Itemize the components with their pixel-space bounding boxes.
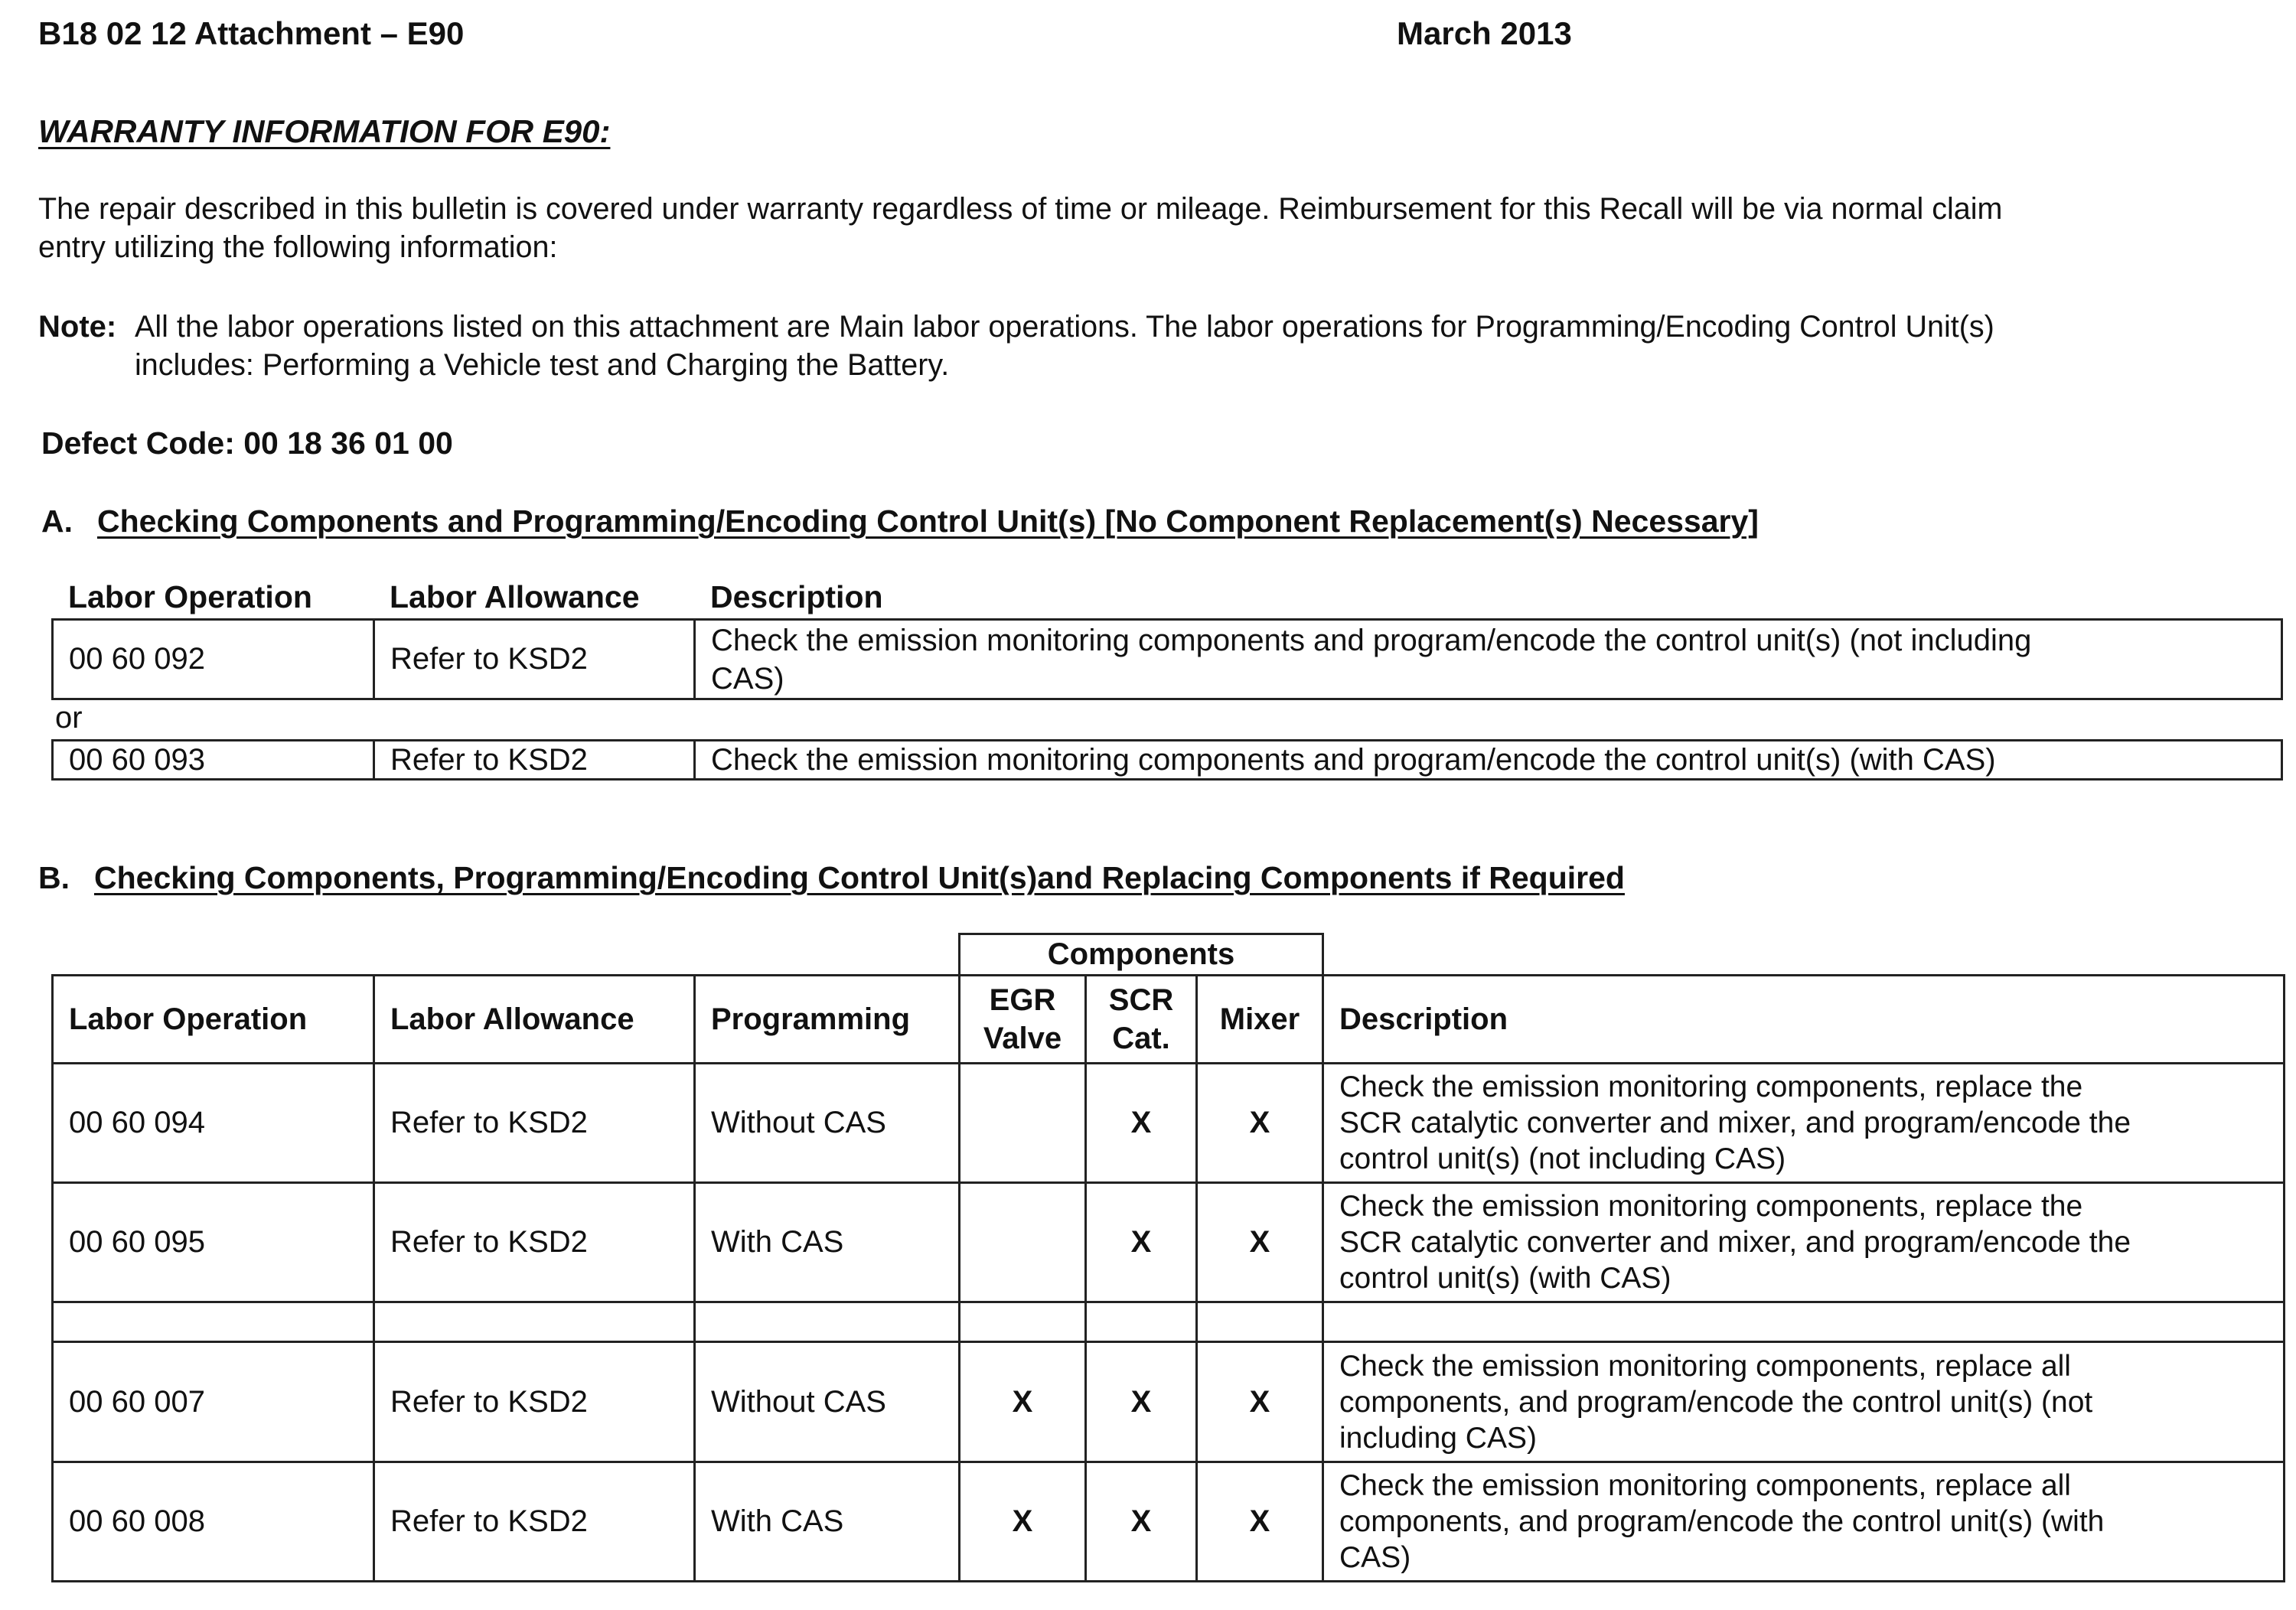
- description-cell: [1322, 1062, 2285, 1184]
- scr-cat-mark: X: [1084, 1062, 1198, 1184]
- labor-allowance-cell: Refer to KSD2: [373, 618, 696, 700]
- description-line: including CAS): [1339, 1421, 1537, 1455]
- description-line: Check the emission monitoring components, replace all: [1339, 1349, 2071, 1383]
- page-title: WARRANTY INFORMATION FOR E90:: [38, 113, 611, 149]
- description-line: components, and program/encode the control unit(s) (with: [1339, 1505, 2105, 1538]
- col-header-scr-cat: [1084, 974, 1198, 1064]
- col-header-labor-allowance: Labor Allowance: [373, 974, 696, 1064]
- intro-line: entry utilizing the following information:: [38, 230, 558, 264]
- note-text: [135, 308, 1994, 384]
- scr-cat-mark: X: [1084, 1181, 1198, 1303]
- programming-cell: [693, 1301, 960, 1343]
- or-separator: or: [55, 701, 83, 735]
- note-label: Note:: [38, 310, 117, 344]
- scr-line: SCR: [1108, 983, 1174, 1017]
- scr-line: Cat.: [1112, 1022, 1170, 1055]
- labor-operation-cell: 00 60 092: [51, 618, 375, 700]
- description-cell: [1322, 1341, 2285, 1463]
- description-cell: [1322, 1301, 2285, 1343]
- col-header-labor-operation: Labor Operation: [68, 579, 312, 614]
- description-line: control unit(s) (not including CAS): [1339, 1142, 1786, 1175]
- labor-operation-cell: 00 60 093: [51, 739, 375, 781]
- col-header-labor-allowance: Labor Allowance: [390, 579, 640, 614]
- labor-operation-cell: 00 60 008: [51, 1461, 375, 1582]
- description-cell: [693, 618, 2283, 700]
- description-line: SCR catalytic converter and mixer, and program/encode the: [1339, 1106, 2131, 1139]
- col-header-mixer: Mixer: [1195, 974, 1324, 1064]
- description-line: Check the emission monitoring components, replace the: [1339, 1071, 2083, 1103]
- egr-valve-mark: X: [958, 1461, 1087, 1582]
- section-b-title: Checking Components, Programming/Encoding Control Unit(s)and Replacing Components if Required: [94, 860, 1625, 895]
- section-a-letter: A.: [41, 504, 73, 539]
- col-header-egr-valve: [958, 974, 1087, 1064]
- header-attachment-id: B18 02 12 Attachment – E90: [38, 15, 465, 51]
- mixer-mark: X: [1195, 1341, 1324, 1463]
- labor-allowance-cell: Refer to KSD2: [373, 1461, 696, 1582]
- egr-valve-mark: [958, 1181, 1087, 1303]
- description-line: components, and program/encode the control unit(s) (not: [1339, 1385, 2093, 1419]
- egr-line: EGR: [989, 983, 1056, 1017]
- intro-line: The repair described in this bulletin is covered under warranty regardless of time or mileage. Reimbursement for this Recall will be via normal claim: [38, 192, 2003, 226]
- note-line: includes: Performing a Vehicle test and Charging the Battery.: [135, 348, 950, 382]
- labor-operation-cell: 00 60 007: [51, 1341, 375, 1463]
- labor-operation-cell: [51, 1301, 375, 1343]
- labor-operation-cell: 00 60 095: [51, 1181, 375, 1303]
- mixer-mark: X: [1195, 1461, 1324, 1582]
- scr-cat-mark: X: [1084, 1341, 1198, 1463]
- egr-valve-mark: [958, 1301, 1087, 1343]
- note-line: All the labor operations listed on this attachment are Main labor operations. The labor operations for Programming/Encoding Control Unit(s): [135, 310, 1994, 344]
- description-line: Check the emission monitoring components, replace the: [1339, 1190, 2083, 1223]
- labor-allowance-cell: Refer to KSD2: [373, 739, 696, 781]
- mixer-mark: X: [1195, 1181, 1324, 1303]
- labor-allowance-cell: Refer to KSD2: [373, 1062, 696, 1184]
- egr-valve-mark: X: [958, 1341, 1087, 1463]
- col-header-description: Description: [1322, 974, 2285, 1064]
- programming-cell: Without CAS: [693, 1341, 960, 1463]
- labor-allowance-cell: [373, 1301, 696, 1343]
- mixer-mark: X: [1195, 1062, 1324, 1184]
- mixer-mark: [1195, 1301, 1324, 1343]
- description-line: SCR catalytic converter and mixer, and program/encode the: [1339, 1226, 2131, 1259]
- components-group-header: Components: [958, 933, 1324, 976]
- description-cell: [1322, 1181, 2285, 1303]
- description-cell: Check the emission monitoring components and program/encode the control unit(s) (with CAS): [693, 739, 2283, 781]
- col-header-programming: Programming: [693, 974, 960, 1064]
- intro-paragraph: [38, 190, 2002, 266]
- description-cell: [1322, 1461, 2285, 1582]
- programming-cell: Without CAS: [693, 1062, 960, 1184]
- labor-operation-cell: 00 60 094: [51, 1062, 375, 1184]
- egr-valve-mark: [958, 1062, 1087, 1184]
- col-header-description: Description: [710, 579, 883, 614]
- description-line: CAS): [1339, 1541, 1411, 1574]
- section-a-title: Checking Components and Programming/Encoding Control Unit(s) [No Component Replacement(s) Necessary]: [97, 504, 1759, 539]
- description-line: CAS): [711, 661, 784, 696]
- description-line: Check the emission monitoring components, replace all: [1339, 1469, 2071, 1502]
- egr-line: Valve: [983, 1022, 1062, 1055]
- description-line: Check the emission monitoring components and program/encode the control unit(s) (not including: [711, 623, 2032, 657]
- scr-cat-mark: [1084, 1301, 1198, 1343]
- header-date: March 2013: [1397, 15, 1572, 51]
- defect-code: Defect Code: 00 18 36 01 00: [41, 425, 453, 461]
- description-line: control unit(s) (with CAS): [1339, 1262, 1671, 1295]
- col-header-labor-operation: Labor Operation: [51, 974, 375, 1064]
- labor-allowance-cell: Refer to KSD2: [373, 1181, 696, 1303]
- scr-cat-mark: X: [1084, 1461, 1198, 1582]
- labor-allowance-cell: Refer to KSD2: [373, 1341, 696, 1463]
- programming-cell: With CAS: [693, 1181, 960, 1303]
- section-b-letter: B.: [38, 860, 70, 895]
- programming-cell: With CAS: [693, 1461, 960, 1582]
